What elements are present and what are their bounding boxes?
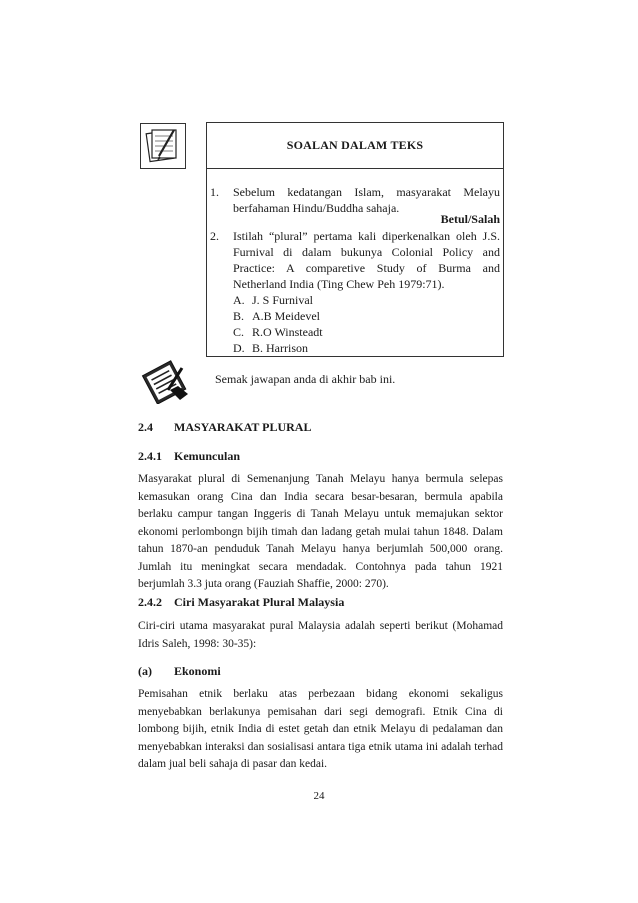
section-title: Ekonomi [174,664,221,678]
question-number: 1. [210,185,219,199]
notepad-pencil-icon [140,123,186,169]
section-number: (a) [138,664,152,678]
section-number: 2.4.2 [138,595,162,609]
answer-note: Semak jawapan anda di akhir bab ini. [215,372,396,386]
section-number: 2.4.1 [138,449,162,463]
section-number: 2.4 [138,420,153,434]
question-2 [210,228,500,292]
paragraph-kemunculan: Masyarakat plural di Semenanjung Tanah Melayu hanya bermula selepas kemasukan orang Cina dan India secara besar-besaran, bermula apabila berlaku campur tangan Inggeris di Tanah Melayu untuk memajukan sektor ekonomi perlombongn bijih timah dan ladang getah mulai tahun 1848. Dalam tahun 1870-an penduduk Tanah Melayu hanya berjumlah 500,000 orang. Jumlah itu meningkat secara mendadak. Contohnya pada tahun 1921 berjumlah 3.3 juta orang (Fauziah Shaffie, 2000: 270). [138,473,503,590]
option-text: B. Harrison [252,341,308,355]
option-c [233,324,323,340]
option-letter: C. [233,325,245,339]
option-letter: A. [233,293,245,307]
question-text: Sebelum kedatangan Islam, masyarakat Melayu berfahaman Hindu/Buddha sahaja. [233,185,500,215]
answer-format: Betul/Salah [440,212,500,226]
option-text: A.B Meidevel [252,309,320,323]
option-text: R.O Winsteadt [252,325,323,339]
section-title: Ciri Masyarakat Plural Malaysia [174,595,345,609]
paragraph-ekonomi: Pemisahan etnik berlaku atas perbezaan bidang ekonomi sekaligus menyebabkan berlakunya pemisahan dari segi demografi. Etnik Cina di lombong bijih, etnik India di estet getah dan etnik Melayu di pedalaman dan menyebabkan interaksi dan sosialisasi antara tiga etnik utama ini adalah terhad dalam jual beli sahaja di pasar dan kedai. [138,688,503,770]
checklist-hand-icon [140,360,190,404]
question-box-title: SOALAN DALAM TEKS [286,137,424,152]
option-b [233,308,320,324]
divider [206,168,504,169]
question-text: Istilah “plural” pertama kali diperkenalkan oleh J.S. Furnival di dalam bukunya Colonial Policy and Practice: A comparetive Study of Burma and Netherland India (Ting Chew Peh 1979:71). [233,229,500,291]
option-letter: B. [233,309,245,323]
question-number: 2. [210,229,219,243]
paragraph-ciri: Ciri-ciri utama masyarakat pural Malaysia adalah seperti berikut (Mohamad Idris Saleh, 1998: 30-35): [138,620,503,650]
section-title: Kemunculan [174,449,241,463]
option-d [233,340,308,356]
page-number: 24 [313,790,325,802]
section-title: MASYARAKAT PLURAL [174,420,312,434]
option-a [233,292,313,308]
option-letter: D. [233,341,245,355]
option-text: J. S Furnival [252,293,314,307]
